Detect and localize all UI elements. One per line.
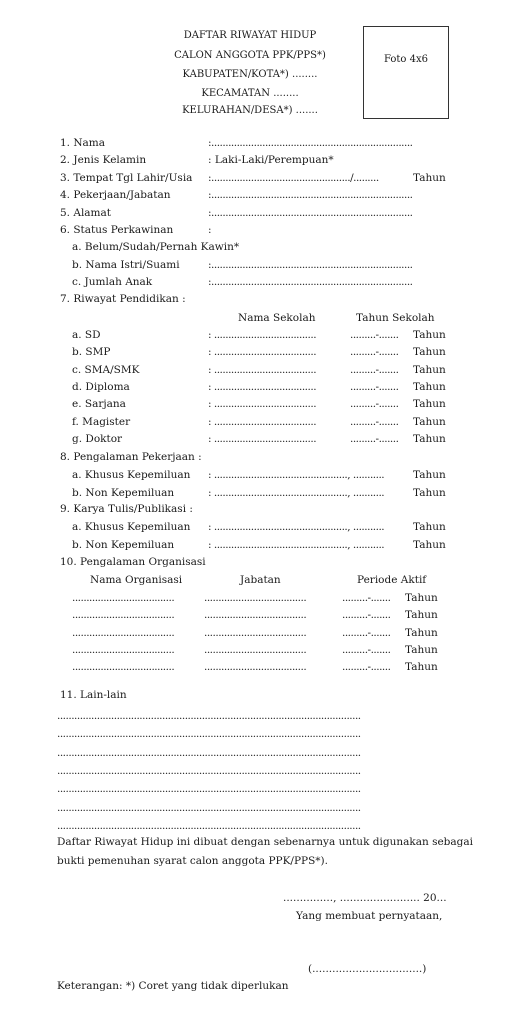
field-label-occupation: 4. Pekerjaan/Jabatan xyxy=(60,189,171,201)
work-row-unit: Tahun xyxy=(413,469,446,481)
header-line-3: KABUPATEN/KOTA*) ........ xyxy=(182,69,318,80)
other-line: ........................................................................................................... xyxy=(57,819,361,832)
organization-period-unit: Tahun xyxy=(405,661,438,674)
education-year-unit: Tahun xyxy=(413,329,446,341)
publication-row-value: : ..............................................., ........... xyxy=(208,521,385,533)
field-value-children: :....................................................................... xyxy=(208,276,413,288)
field-label-name: 1. Nama xyxy=(60,137,106,149)
field-label-marital: 6. Status Perkawinan xyxy=(60,224,174,236)
work-row-label: a. Khusus Kepemiluan xyxy=(72,469,191,481)
publication-row-label: b. Non Kepemiluan xyxy=(72,539,175,551)
organization-role-value: .................................... xyxy=(204,592,307,604)
education-year-unit: Tahun xyxy=(413,398,446,411)
organization-period-value: .........-....... xyxy=(342,609,391,622)
header-line-2: CALON ANGGOTA PPK/PPS*) xyxy=(174,50,326,61)
field-value-name: :....................................................................... xyxy=(208,137,413,149)
work-row-value: : ..............................................., ........... xyxy=(208,486,385,499)
education-section-label: 7. Riwayat Pendidikan : xyxy=(60,293,186,305)
organization-period-value: .........-....... xyxy=(342,661,391,674)
education-year-unit: Tahun xyxy=(413,346,446,359)
field-value-occupation: :....................................................................... xyxy=(208,189,413,201)
work-row-label: b. Non Kepemiluan xyxy=(72,486,175,499)
organization-col-name: Nama Organisasi xyxy=(90,574,183,586)
education-col-school: Nama Sekolah xyxy=(238,312,316,324)
education-year-value: .........-....... xyxy=(350,329,399,341)
education-level-label: b. SMP xyxy=(72,346,111,359)
other-line: ........................................................................................................... xyxy=(57,746,361,759)
publications-section-label: 9. Karya Tulis/Publikasi : xyxy=(60,503,193,515)
organization-period-unit: Tahun xyxy=(405,643,438,656)
field-value-gender: : Laki-Laki/Perempuan* xyxy=(208,154,334,166)
education-year-unit: Tahun xyxy=(413,432,446,445)
header-line-5: KELURAHAN/DESA*) ....... xyxy=(182,105,318,116)
education-year-value: .........-....... xyxy=(350,415,399,428)
work-row-value: : ..............................................., ........... xyxy=(208,469,385,481)
education-level-label: f. Magister xyxy=(72,415,131,428)
field-label-spouse: b. Nama Istri/Suami xyxy=(72,259,180,271)
organization-col-period: Periode Aktif xyxy=(357,574,427,586)
organization-name-value: .................................... xyxy=(72,592,175,604)
organization-name-value: .................................... xyxy=(72,643,175,656)
organization-role-value: .................................... xyxy=(204,626,307,639)
field-value-spouse: :....................................................................... xyxy=(208,259,413,271)
education-level-label: d. Diploma xyxy=(72,380,130,393)
other-line: ........................................................................................................... xyxy=(57,783,361,796)
education-year-unit: Tahun xyxy=(413,363,446,376)
field-value-address: :....................................................................... xyxy=(208,207,413,219)
organization-period-value: .........-....... xyxy=(342,643,391,656)
education-year-value: .........-....... xyxy=(350,346,399,359)
work-section-label: 8. Pengalaman Pekerjaan : xyxy=(60,451,202,463)
work-row-unit: Tahun xyxy=(413,486,446,499)
education-school-value: : .................................... xyxy=(208,398,317,411)
organization-period-unit: Tahun xyxy=(405,626,438,639)
education-year-value: .........-....... xyxy=(350,432,399,445)
education-year-value: .........-....... xyxy=(350,380,399,393)
organization-name-value: .................................... xyxy=(72,661,175,674)
publication-row-value: : ..............................................., ........... xyxy=(208,539,385,551)
organization-role-value: .................................... xyxy=(204,643,307,656)
field-label-gender: 2. Jenis Kelamin xyxy=(60,154,147,166)
education-school-value: : .................................... xyxy=(208,346,317,359)
education-school-value: : .................................... xyxy=(208,329,317,341)
education-col-year: Tahun Sekolah xyxy=(356,312,435,324)
education-level-label: a. SD xyxy=(72,329,101,341)
education-year-unit: Tahun xyxy=(413,380,446,393)
photo-label: Foto 4x6 xyxy=(384,54,428,65)
header-line-4: KECAMATAN ........ xyxy=(201,88,299,99)
organization-section-label: 10. Pengalaman Organisasi xyxy=(60,556,206,568)
education-level-label: g. Doktor xyxy=(72,432,123,445)
education-level-label: c. SMA/SMK xyxy=(72,363,140,376)
organization-period-unit: Tahun xyxy=(405,609,438,622)
education-school-value: : .................................... xyxy=(208,380,317,393)
photo-box xyxy=(363,26,449,119)
organization-col-role: Jabatan xyxy=(240,574,281,586)
organization-name-value: .................................... xyxy=(72,626,175,639)
statement-line-1: Daftar Riwayat Hidup ini dibuat dengan sebenarnya untuk digunakan sebagai xyxy=(57,836,474,848)
field-value-birth: :................................................./......... xyxy=(208,172,379,184)
education-year-unit: Tahun xyxy=(413,415,446,428)
other-section-label: 11. Lain-lain xyxy=(60,689,127,701)
organization-role-value: .................................... xyxy=(204,661,307,674)
education-school-value: : .................................... xyxy=(208,432,317,445)
education-school-value: : .................................... xyxy=(208,415,317,428)
organization-period-value: .........-....... xyxy=(342,626,391,639)
document-title: DAFTAR RIWAYAT HIDUP xyxy=(183,30,317,41)
other-line: ........................................................................................................... xyxy=(57,728,361,741)
publication-row-label: a. Khusus Kepemiluan xyxy=(72,521,191,533)
education-year-value: .........-....... xyxy=(350,398,399,411)
signature-name: (.................................) xyxy=(308,963,427,975)
organization-role-value: .................................... xyxy=(204,609,307,622)
field-label-birth: 3. Tempat Tgl Lahir/Usia xyxy=(60,172,193,184)
other-line: ........................................................................................................... xyxy=(57,801,361,814)
education-school-value: : .................................... xyxy=(208,363,317,376)
publication-row-unit: Tahun xyxy=(413,539,446,551)
field-label-children: c. Jumlah Anak xyxy=(72,276,153,288)
organization-period-value: .........-....... xyxy=(342,592,391,604)
field-label-address: 5. Alamat xyxy=(60,207,111,219)
signature-title: Yang membuat pernyataan, xyxy=(296,910,443,922)
other-line: ........................................................................................................... xyxy=(57,764,361,777)
signature-date: ..............., ........................ 20... xyxy=(283,892,447,904)
organization-name-value: .................................... xyxy=(72,609,175,622)
field-value-marital: : xyxy=(208,224,212,236)
statement-line-2: bukti pemenuhan syarat calon anggota PPK/PPS*). xyxy=(57,855,328,867)
field-unit-birth: Tahun xyxy=(413,172,446,184)
organization-period-unit: Tahun xyxy=(405,592,438,604)
education-year-value: .........-....... xyxy=(350,363,399,376)
footnote: Keterangan: *) Coret yang tidak diperlukan xyxy=(57,980,289,992)
field-label-marital-status: a. Belum/Sudah/Pernah Kawin* xyxy=(72,241,240,253)
publication-row-unit: Tahun xyxy=(413,521,446,533)
education-level-label: e. Sarjana xyxy=(72,398,126,411)
other-line: ........................................................................................................... xyxy=(57,710,361,722)
